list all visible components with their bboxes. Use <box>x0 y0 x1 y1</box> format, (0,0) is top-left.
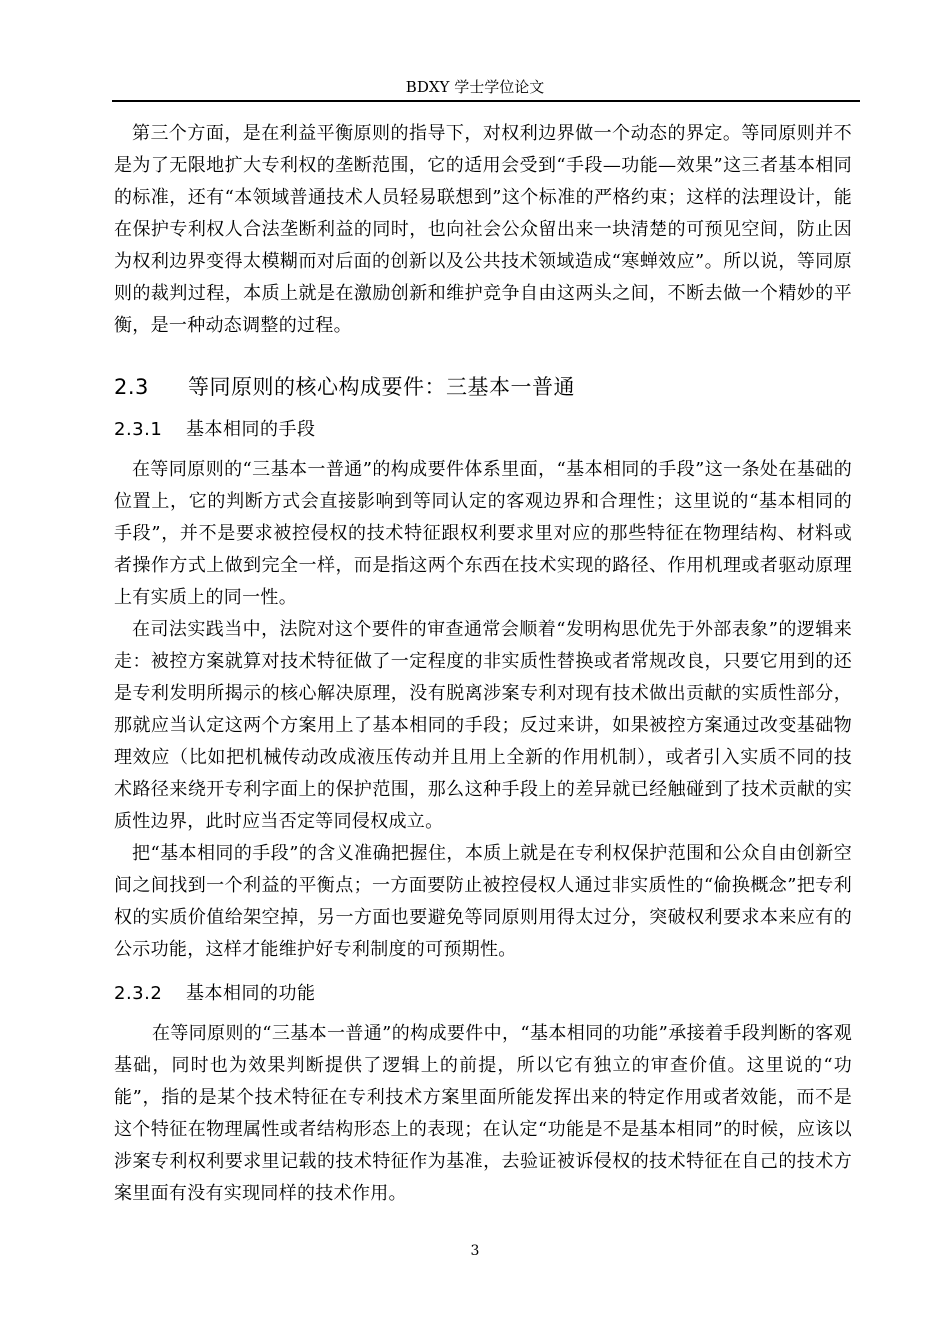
subsection-heading-2-3-1 <box>114 414 852 446</box>
subsection-heading-2-3-2 <box>114 978 852 1010</box>
header-rule <box>112 100 860 102</box>
paragraph-2-3-1-b: 在司法实践当中，法院对这个要件的审查通常会顺着“发明构思优先于外部表象”的逻辑来走：被控方案就算对技术特征做了一定程度的非实质性替换或者常规改良，只要它用到的还是专利发明所揭示的核心解决原理，没有脱离涉案专利对现有技术做出贡献的实质性部分，那就应当认定这两个方案用上了基本相同的手段；反过来讲，如果被控方案通过改变基础物理效应（比如把机械传动改成液压传动并且用上全新的作用机制），或者引入实质不同的技术路径来绕开专利字面上的保护范围，那么这种手段上的差异就已经触碰到了技术贡献的实质性边界，此时应当否定等同侵权成立。 <box>114 619 852 832</box>
subsection-title: 基本相同的手段 <box>186 419 316 440</box>
intro-paragraph: 第三个方面，是在利益平衡原则的指导下，对权利边界做一个动态的界定。等同原则并不是为了无限地扩大专利权的垄断范围，它的适用会受到“手段—功能—效果”这三者基本相同的标准，还有“本领域普通技术人员轻易联想到”这个标准的严格约束；这样的法理设计，能在保护专利权人合法垄断利益的同时，也向社会公众留出来一块清楚的可预见空间，防止因为权利边界变得太模糊而对后面的创新以及公共技术领域造成“寒蝉效应”。所以说，等同原则的裁判过程，本质上就是在激励创新和维护竞争自由这两头之间，不断去做一个精妙的平衡，是一种动态调整的过程。 <box>114 123 852 336</box>
section-heading-2-3 <box>114 370 852 404</box>
page-number: 3 <box>470 1243 480 1259</box>
subsection-number: 2.3.2 <box>114 983 163 1004</box>
section-number: 2.3 <box>114 375 149 399</box>
subsection-number: 2.3.1 <box>114 419 163 440</box>
paragraph-2-3-1-a: 在等同原则的“三基本一普通”的构成要件体系里面，“基本相同的手段”这一条处在基础的位置上，它的判断方式会直接影响到等同认定的客观边界和合理性；这里说的“基本相同的手段”，并不是要求被控侵权的技术特征跟权利要求里对应的那些特征在物理结构、材料或者操作方式上做到完全一样，而是指这两个东西在技术实现的路径、作用机理或者驱动原理上有实质上的同一性。 <box>114 459 852 608</box>
paragraph-2-3-1-c: 把“基本相同的手段”的含义准确把握住，本质上就是在专利权保护范围和公众自由创新空间之间找到一个利益的平衡点；一方面要防止被控侵权人通过非实质性的“偷换概念”把专利权的实质价值给架空掉，另一方面也要避免等同原则用得太过分，突破权利要求本来应有的公示功能，这样才能维护好专利制度的可预期性。 <box>114 843 852 960</box>
paragraph-2-3-2-a: 在等同原则的“三基本一普通”的构成要件中，“基本相同的功能”承接着手段判断的客观基础，同时也为效果判断提供了逻辑上的前提，所以它有独立的审查价值。这里说的“功能”，指的是某个技术特征在专利技术方案里面所能发挥出来的特定作用或者效能，而不是这个特征在物理属性或者结构形态上的表现；在认定“功能是不是基本相同”的时候，应该以涉案专利权利要求里记载的技术特征作为基准，去验证被诉侵权的技术特征在自己的技术方案里面有没有实现同样的技术作用。 <box>114 1023 852 1204</box>
section-title: 等同原则的核心构成要件：三基本一普通 <box>188 375 575 399</box>
running-header: BDXY 学士学位论文 <box>405 78 545 96</box>
body-content <box>114 118 852 1210</box>
subsection-title: 基本相同的功能 <box>186 983 316 1004</box>
